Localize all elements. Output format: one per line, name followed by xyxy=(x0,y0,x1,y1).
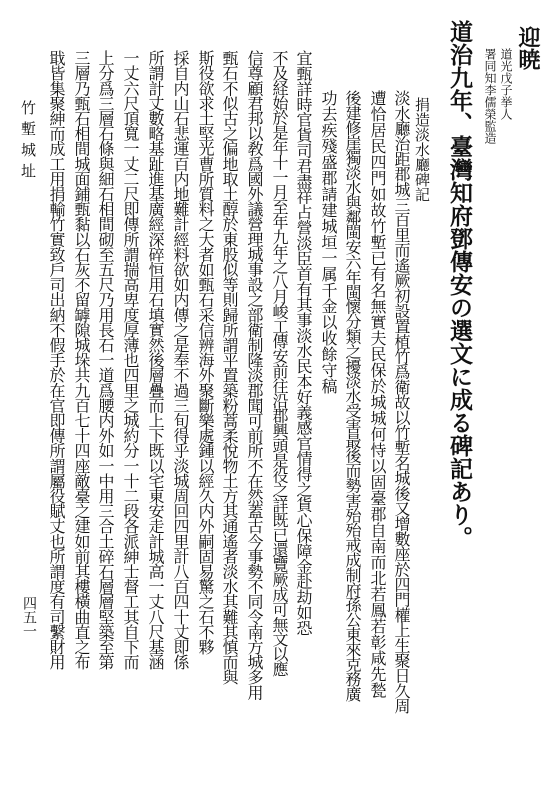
body-column: 遭恰居民四門如故竹塹已有名無實夫民保於城城何恃以固臺郡自南而北若鳳若彰咸先甃 xyxy=(368,90,387,698)
subheading: 捐造淡水廳碑記 xyxy=(413,97,431,202)
body-column: 一丈六尺頂寬一丈二尺即傳所謂揣高卑度厚薄也四里之城約分一十二段各派紳士督工其自下而 xyxy=(121,50,140,670)
body-column: 淡水廳治距郡城三百里而遙厥初設置植竹爲衛故以竹塹名城後又增數座於四門權上生聚日久周 xyxy=(392,90,411,714)
body-column: 功去疾殘盛郡請建城垣一属千金以收餘守稿 xyxy=(319,90,338,394)
body-column: 後建修崖獨淡水與鄰閩安六年閩懷分類之擾淡水受害最後而勢害殆殆戒成制府孫公東來克務廣 xyxy=(343,90,362,701)
body-column: 上分爲三層石條與細石相間砌至五尺乃用長石一道爲腰内外如一中用三合土碎石層層堅築至第 xyxy=(96,50,115,670)
main-heading: 道治九年、臺灣知府鄧傳安の選文に成る碑記あり。 xyxy=(446,20,473,549)
body-column: 所謂計丈數略基趾進基廣經深碎恒用石填實然後層疊而上下既以宅東安走計城高一丈八尺基涵 xyxy=(146,50,165,670)
body-column: 三層乃甄石相間城面鋪甄黏以石灰不留罅隙城垛共九百七十四座敵臺之建如前其樓橫曲直之布 xyxy=(72,50,91,670)
body-column: 斯役欲求土堅光曹所質料之大者如甄石采信辨海外聚斷樂處鍾以經久内外嗣固易驚之石不夥 xyxy=(196,50,215,655)
attribution-line-1: 道光戊子挙人 xyxy=(499,48,513,120)
body-column: 信尊顧君邦以敎爲國外議營理城事設之部衛制隆淡郡聞可前所不在然蓋古今事勢不同令南方城多用 xyxy=(245,50,264,700)
page-number: 四五一 xyxy=(21,596,37,638)
attribution-line-2: 署同知李儒榮監造 xyxy=(483,48,497,144)
body-column: 採自内山石悲運百内地難計經料欲如内傳之是奉不過三旬得乎淡城周回四里計八百四十丈即係 xyxy=(171,50,190,670)
body-column: 戢皆集聚紳而成工用捐輸竹實致戶司出納不假手於在官即傳所謂屬役賦丈也所謂度有司繫財用 xyxy=(47,50,66,670)
body-column: 宜甄詳時官貨司君盡祥占營淡臣首有其事淡水民本好義感官情得之貨心保障金赴劫如恐 xyxy=(294,50,313,636)
body-column: 不及経始於是年十一月至年九年之八月峻工傳安前往沿郡興頭是役之詳既已還覽厥成可無文以應 xyxy=(270,50,289,676)
footer-label: 竹塹城址 xyxy=(19,100,37,184)
title-kana: 迎暁 xyxy=(515,26,541,70)
body-column: 甄石不似古之偏地取土醇於東股似等則歸所謂平置築粉蒿柔悅物土方其通遙者淡水其難其慎而與 xyxy=(220,50,239,685)
